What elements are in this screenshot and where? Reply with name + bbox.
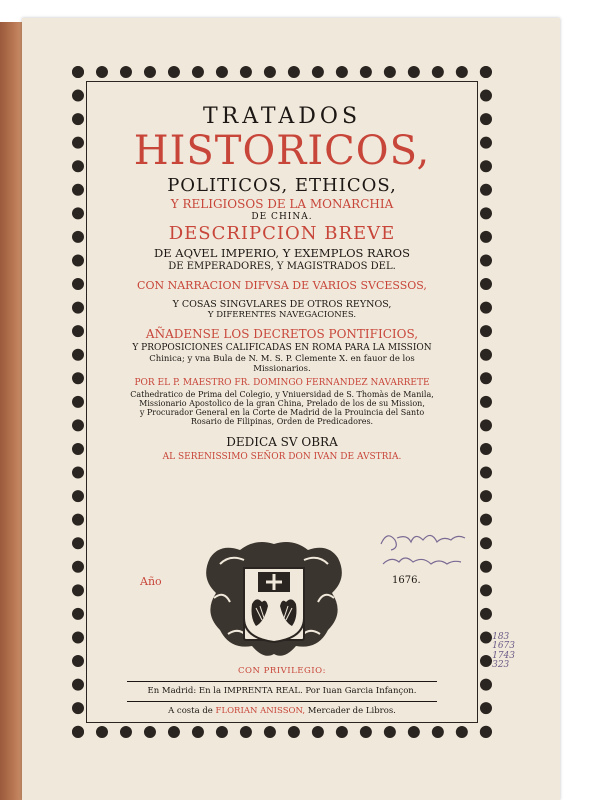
title-line-politicos: POLITICOS, ETHICOS,	[167, 175, 397, 196]
title-page	[22, 18, 560, 800]
note-line-2: 1673	[492, 641, 515, 652]
note-line-4: 323	[492, 660, 510, 671]
author-title-3: y Procurador General en la Corte de Madrid de la Prouincia del Santo	[139, 407, 425, 417]
imprint-line-2	[88, 706, 476, 716]
year-label: Año	[140, 575, 162, 588]
title-line-navegaciones: Y DIFERENTES NAVEGACIONES.	[207, 310, 357, 320]
title-line-missionarios: Missionarios.	[253, 364, 311, 374]
dedicatee-line: AL SERENISSIMO SEÑOR DON IVAN DE AVSTRIA.	[162, 451, 402, 462]
author-line: POR EL P. MAESTRO FR. DOMINGO FERNANDEZ NAVARRETE	[134, 377, 430, 388]
title-line-anadense: AÑADENSE LOS DECRETOS PONTIFICIOS,	[145, 326, 419, 341]
title-line-chinica: Chinica; y vna Bula de N. M. S. P. Clemente X. en fauor de los	[149, 353, 415, 364]
handwritten-signature-icon	[377, 526, 469, 576]
author-title-1: Cathedratico de Prima del Colegio, y Vniuersidad de S. Thomàs de Manila,	[130, 389, 434, 399]
title-line-religiosos: Y RELIGIOSOS DE LA MONARCHIA	[170, 197, 394, 211]
title-line-historicos: HISTORICOS,	[133, 128, 431, 174]
imprint-mercader: Mercader de Libros.	[307, 706, 396, 716]
imprint-line-1: En Madrid: En la IMPRENTA REAL. Por Iuan Garcia Infançon.	[147, 686, 417, 696]
privilege-line: CON PRIVILEGIO:	[238, 666, 326, 676]
imprint-costa-label: A costa de	[168, 706, 213, 716]
manuscript-shelf-notes	[492, 633, 515, 671]
year-value: 1676.	[392, 575, 421, 586]
title-line-de-china: DE CHINA.	[251, 212, 313, 222]
publisher-name: FLORIAN ANISSON,	[215, 706, 306, 716]
title-line-narracion: CON NARRACION DIFVSA DE VARIOS SVCESSOS,	[137, 278, 427, 292]
coat-of-arms-icon	[200, 538, 348, 662]
author-title-2: Missionario Apostolico de la gran China, Prelado de los de su Mission,	[139, 398, 425, 408]
author-title-4: Rosario de Filipinas, Orden de Predicadores.	[190, 416, 374, 426]
note-line-3: 1743	[492, 650, 515, 661]
title-line-descripcion: DESCRIPCION BREVE	[168, 223, 396, 244]
imprint-rule-bottom	[127, 701, 437, 702]
title-line-proposiciones: Y PROPOSICIONES CALIFICADAS EN ROMA PARA LA MISSION	[132, 342, 432, 353]
title-block	[88, 106, 476, 462]
note-line-1: 183	[492, 632, 510, 642]
dedication-line: DEDICA SV OBRA	[226, 434, 338, 449]
title-line-cosas: Y COSAS SINGVLARES DE OTROS REYNOS,	[172, 298, 392, 310]
title-line-tratados: TRATADOS	[202, 104, 362, 129]
title-line-aquel: DE AQVEL IMPERIO, Y EXEMPLOS RAROS	[154, 246, 410, 260]
imprint-rule-top	[127, 681, 437, 682]
title-line-emperadores: DE EMPERADORES, Y MAGISTRADOS DEL.	[168, 260, 396, 272]
